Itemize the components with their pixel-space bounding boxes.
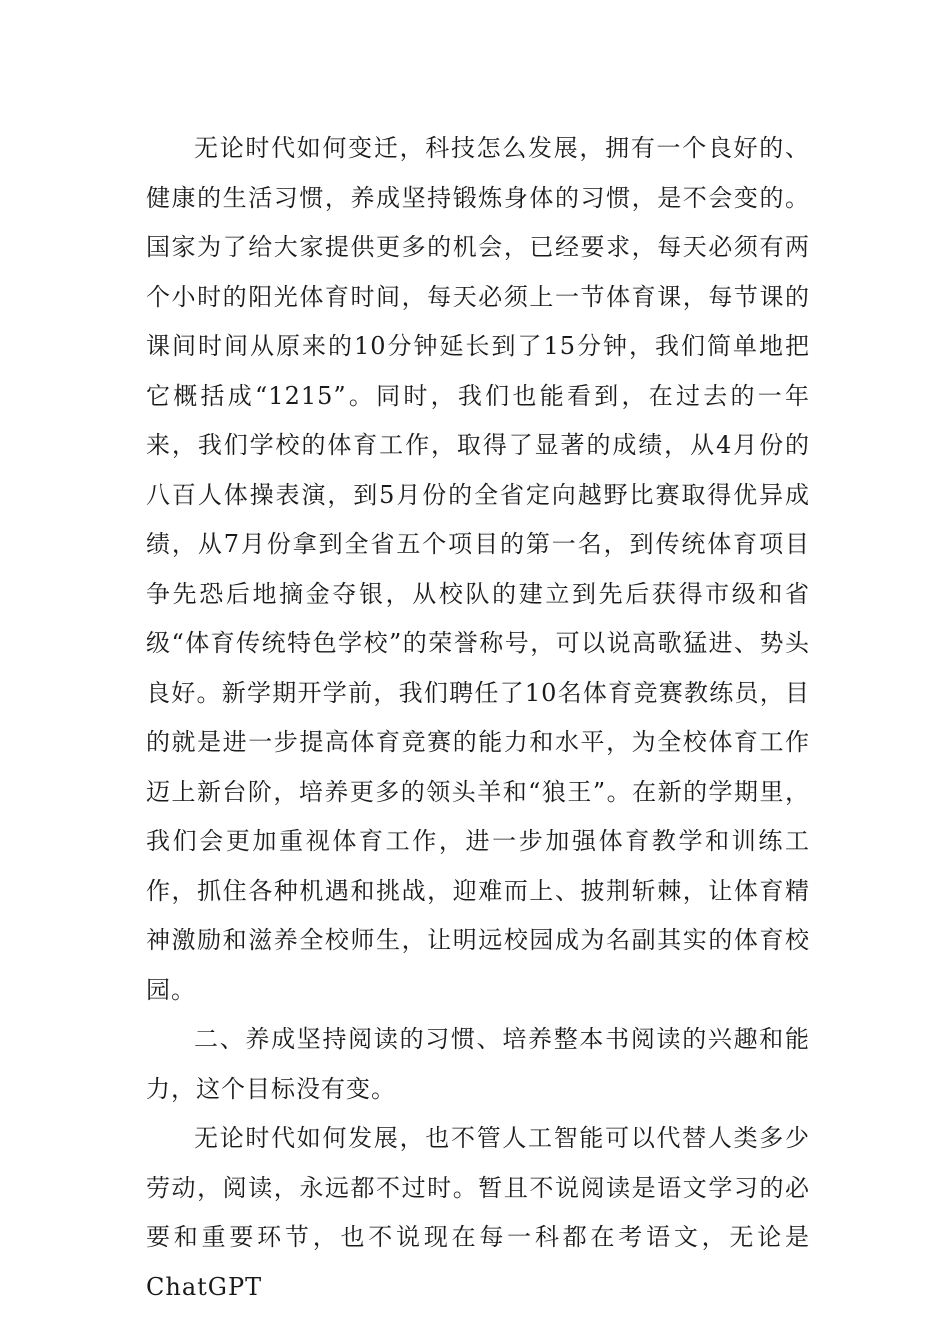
document-page	[146, 124, 810, 1312]
paragraph-sports-habit: 无论时代如何变迁，科技怎么发展，拥有一个良好的、健康的生活习惯，养成坚持锻炼身体的习惯，是不会变的。国家为了给大家提供更多的机会，已经要求，每天必须有两个小时的阳光体育时间，每天必须上一节体育课，每节课的课间时间从原来的10分钟延长到了15分钟，我们简单地把它概括成“1215”。同时，我们也能看到，在过去的一年来，我们学校的体育工作，取得了显著的成绩，从4月份的八百人体操表演，到5月份的全省定向越野比赛取得优异成绩，从7月份拿到全省五个项目的第一名，到传统体育项目争先恐后地摘金夺银，从校队的建立到先后获得市级和省级“体育传统特色学校”的荣誉称号，可以说高歌猛进、势头良好。新学期开学前，我们聘任了10名体育竞赛教练员，目的就是进一步提高体育竞赛的能力和水平，为全校体育工作迈上新台阶，培养更多的领头羊和“狼王”。在新的学期里，我们会更加重视体育工作，进一步加强体育教学和训练工作，抓住各种机遇和挑战，迎难而上、披荆斩棘，让体育精神激励和滋养全校师生，让明远校园成为名副其实的体育校园。	[146, 134, 810, 1004]
section-heading-reading: 二、养成坚持阅读的习惯、培养整本书阅读的兴趣和能力，这个目标没有变。	[146, 1025, 810, 1103]
paragraph-reading: 无论时代如何发展，也不管人工智能可以代替人类多少劳动，阅读，永远都不过时。暂且不说阅读是语文学习的必要和重要环节，也不说现在每一科都在考语文，无论是ChatGPT	[146, 1124, 810, 1301]
